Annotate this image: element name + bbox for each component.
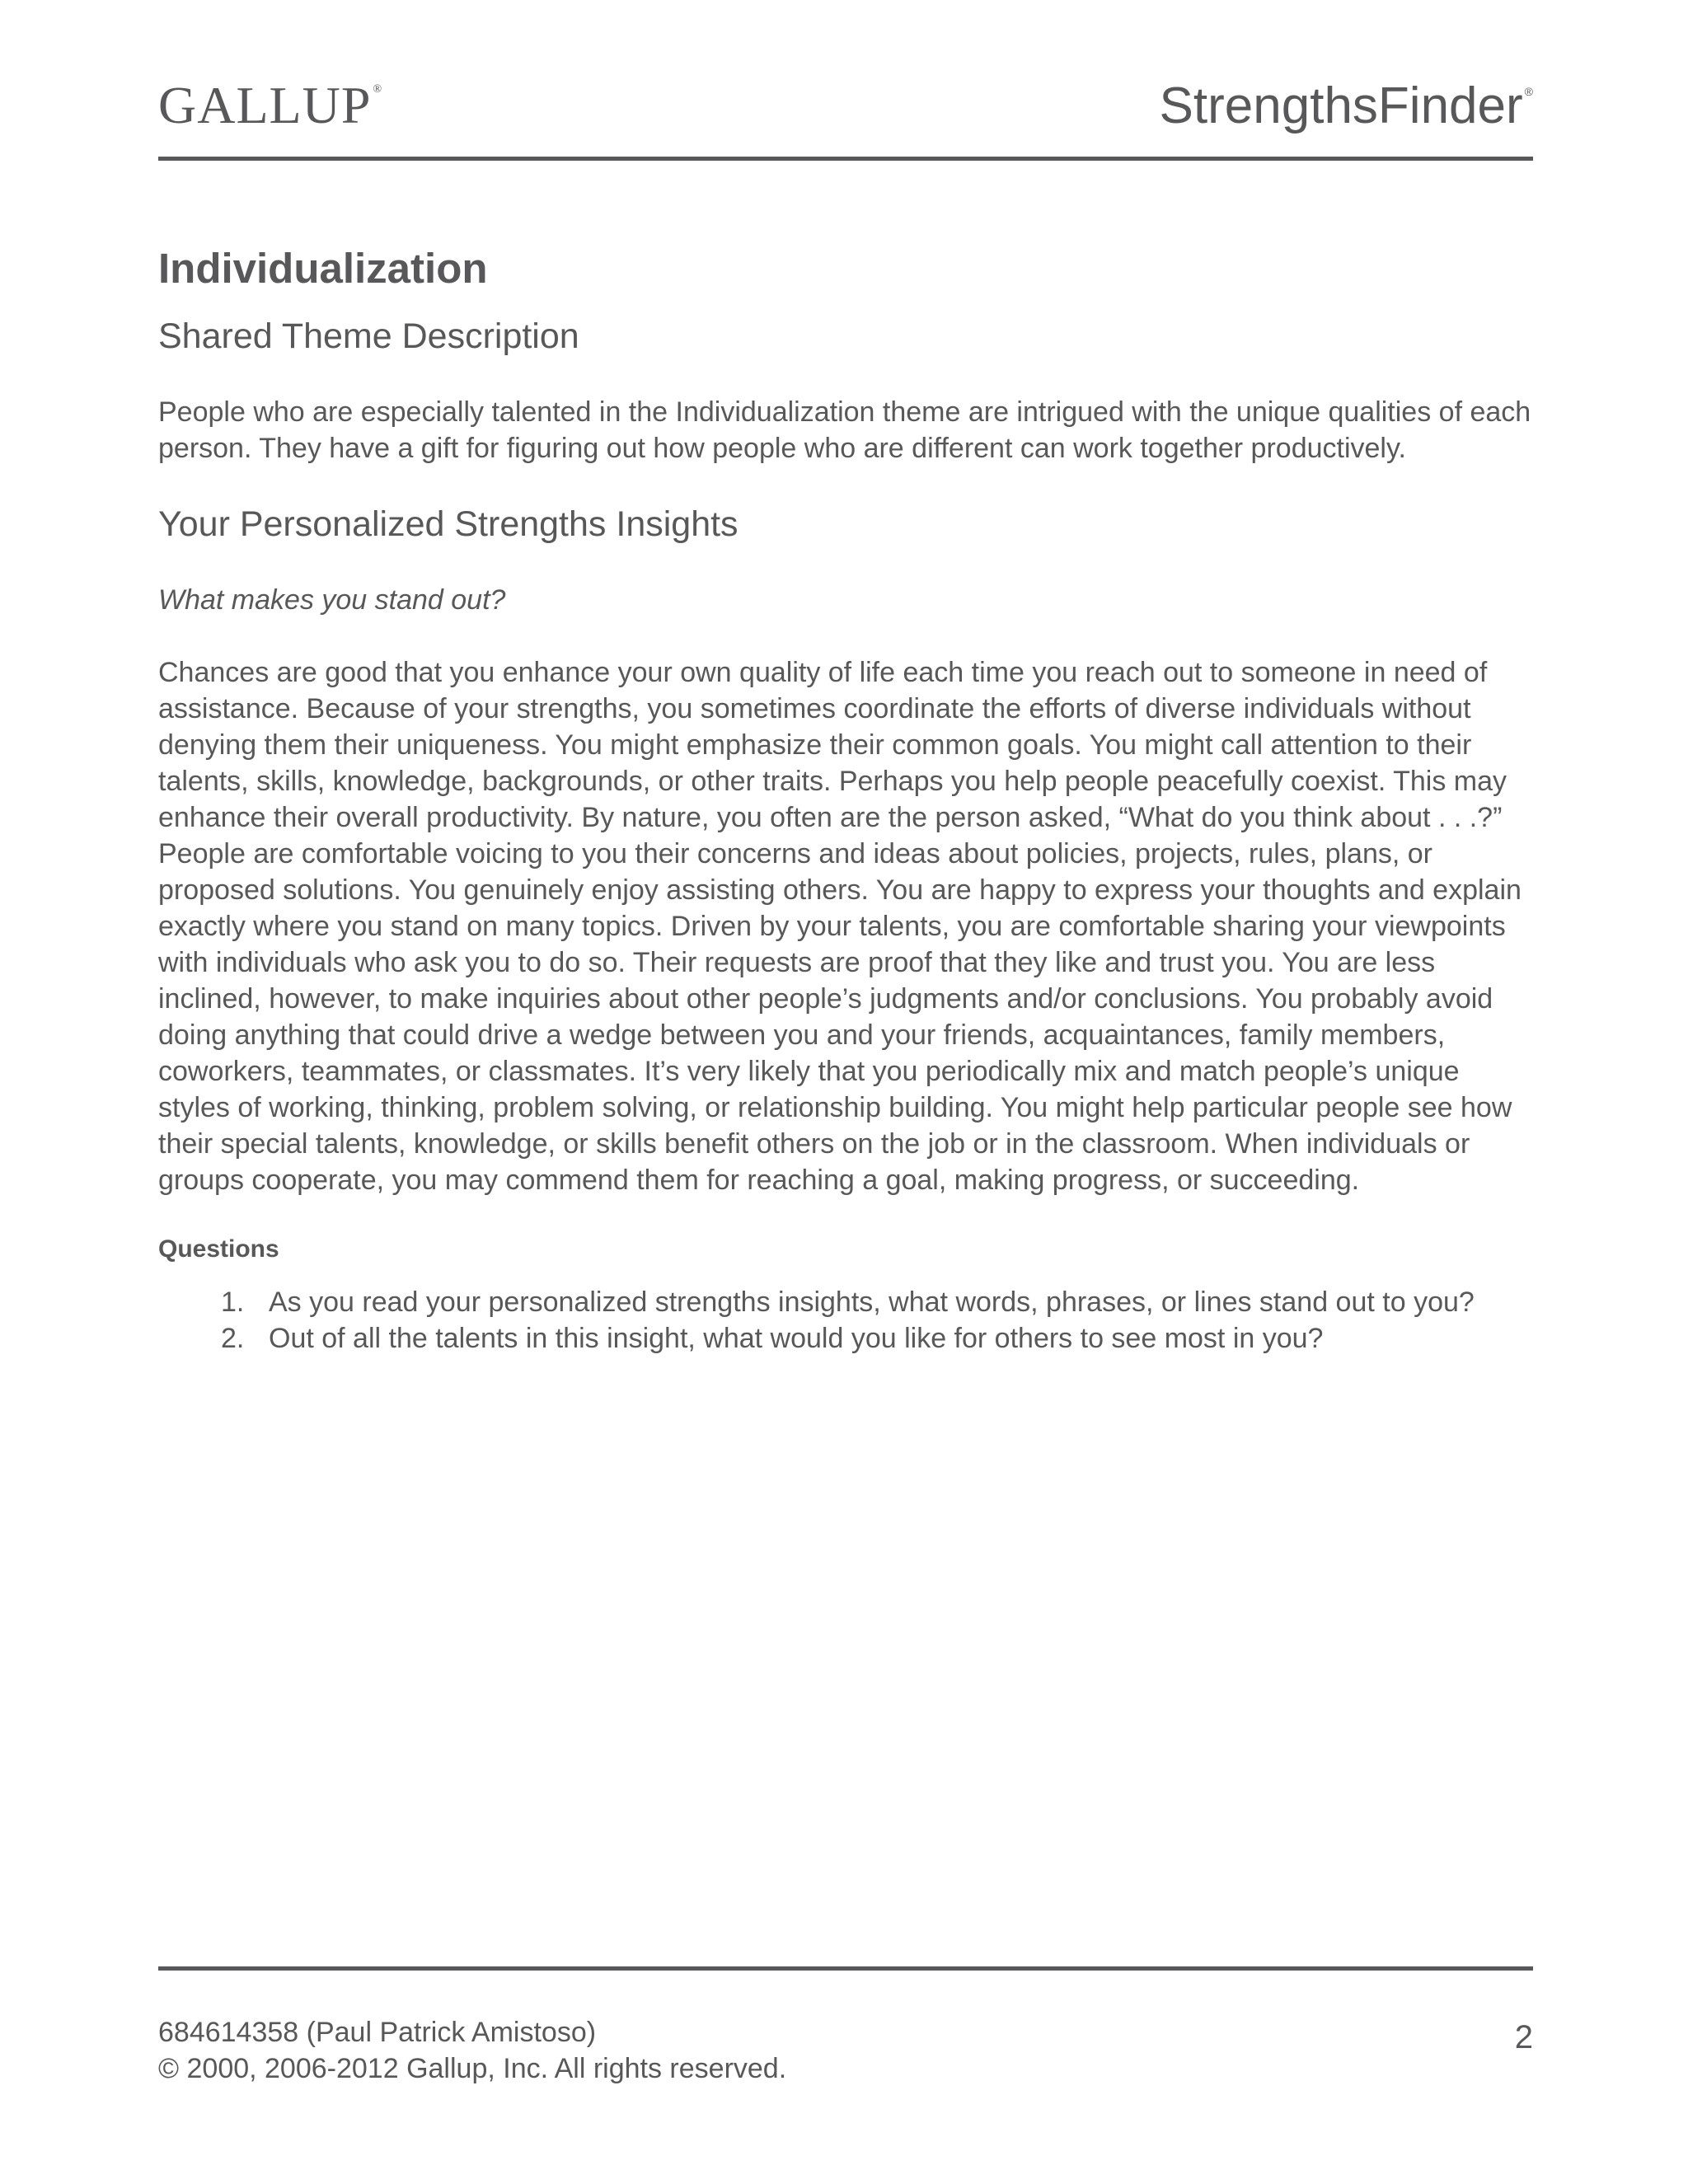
footer-divider: [158, 1966, 1533, 1971]
report-page: [158, 0, 1533, 2184]
stand-out-question: What makes you stand out?: [158, 584, 506, 616]
page-footer: [158, 2014, 786, 2087]
header-divider: [158, 157, 1533, 161]
question-text: As you read your personalized strengths insights, what words, phrases, or lines stand out to you?: [269, 1286, 1475, 1318]
page-header: [158, 73, 1533, 138]
question-number: 1.: [221, 1286, 245, 1318]
question-number: 2.: [221, 1323, 245, 1354]
strengthsfinder-logo: [1159, 77, 1533, 134]
gallup-logo-text: GALLUP: [158, 76, 372, 134]
question-item: [158, 1320, 1533, 1357]
respondent-id: 684614358 (Paul Patrick Amistoso): [158, 2017, 597, 2048]
gallup-logo: [158, 76, 383, 134]
question-text: Out of all the talents in this insight, what would you like for others to see most in you?: [269, 1323, 1324, 1354]
main-content: [158, 244, 1533, 1357]
strengthsfinder-logo-text: StrengthsFinder: [1159, 77, 1523, 134]
shared-theme-heading: Shared Theme Description: [158, 316, 579, 356]
registered-mark: ®: [1524, 85, 1533, 98]
registered-mark: ®: [373, 83, 383, 96]
questions-list: [158, 1284, 1533, 1357]
insights-heading: Your Personalized Strengths Insights: [158, 504, 738, 544]
theme-title: Individualization: [158, 245, 488, 292]
insights-paragraph: Chances are good that you enhance your own quality of life each time you reach out to someone in need of assistance. Because of your strengths, you sometimes coordinate the efforts of diverse individuals without denying them their uniqueness. You might emphasize their common goals. You might call attention to their talents, skills, knowledge, backgrounds, or other traits. Perhaps you help people peacefully coexist. This may enhance their overall productivity. By nature, you often are the person asked, “What do you think about . . .?” People are comfortable voicing to you their concerns and ideas about policies, projects, rules, plans, or proposed solutions. You genuinely enjoy assisting others. You are happy to express your thoughts and explain exactly where you stand on many topics. Driven by your talents, you are comfortable sharing your viewpoints with individuals who ask you to do so. Their requests are proof that they like and trust you. You are less inclined, however, to make inquiries about other people’s judgments and/or conclusions. You probably avoid doing anything that could drive a wedge between you and your friends, acquaintances, family members, coworkers, teammates, or classmates. It’s very likely that you periodically mix and match people’s unique styles of working, thinking, problem solving, or relationship building. You might help particular people see how their special talents, knowledge, or skills benefit others on the job or in the classroom. When individuals or groups cooperate, you may commend them for reaching a goal, making progress, or succeeding.: [158, 657, 1522, 1196]
shared-theme-description: People who are especially talented in the Individualization theme are intrigued with the unique qualities of each person. They have a gift for figuring out how people who are different can work together productively.: [158, 396, 1531, 464]
questions-label: Questions: [158, 1235, 279, 1263]
question-item: [158, 1284, 1533, 1320]
copyright-notice: © 2000, 2006-2012 Gallup, Inc. All rights reserved.: [158, 2053, 787, 2084]
page-number: 2: [1514, 2019, 1533, 2055]
